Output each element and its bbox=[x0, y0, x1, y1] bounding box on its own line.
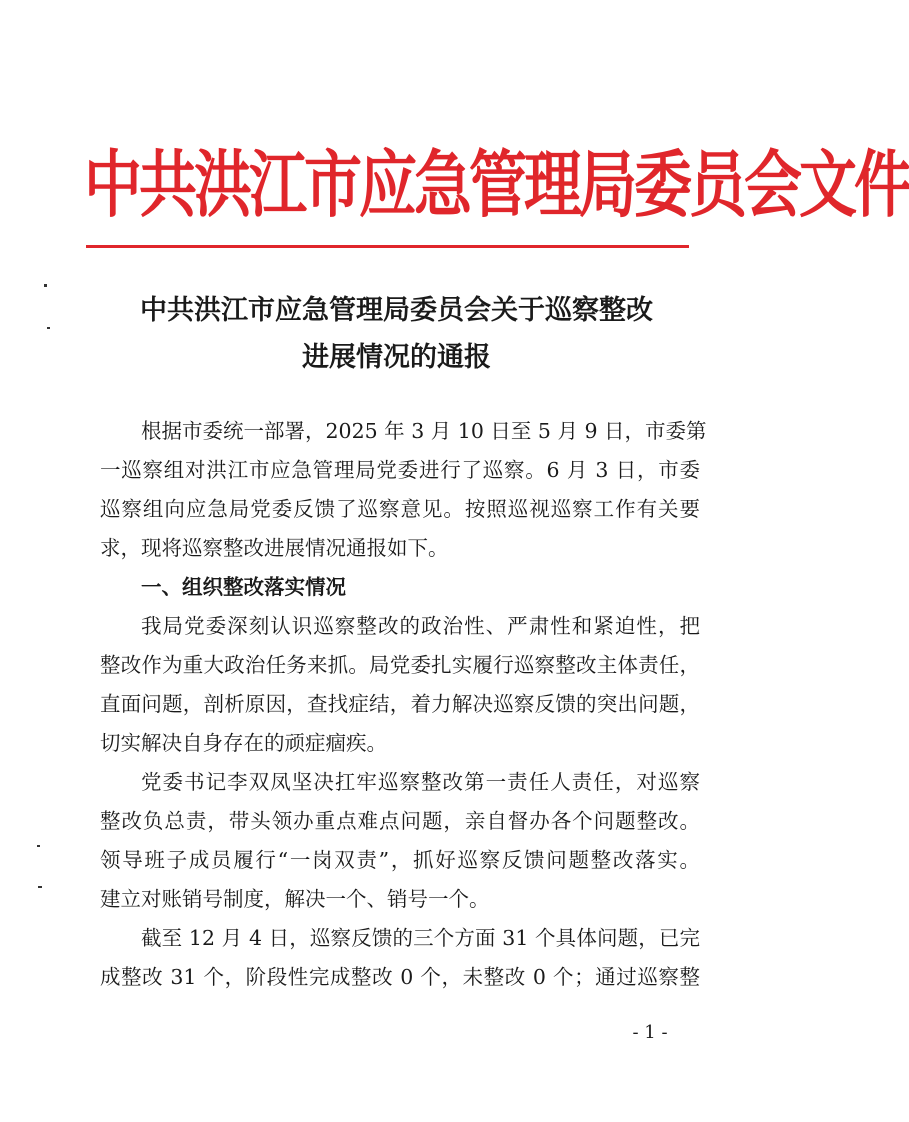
scan-speck bbox=[44, 284, 47, 287]
section-heading bbox=[100, 568, 700, 607]
text-line: 领导班子成员履行“一岗双责”，抓好巡察反馈问题整改落实。 bbox=[100, 848, 700, 872]
section1-paragraph-1 bbox=[100, 607, 700, 763]
section1-paragraph-2 bbox=[100, 763, 700, 919]
text-line: 巡察组向应急局党委反馈了巡察意见。按照巡视巡察工作有关要 bbox=[100, 497, 700, 521]
scan-speck bbox=[38, 886, 42, 888]
document-masthead: 中共洪江市应急管理局委员会文件 bbox=[84, 142, 909, 228]
intro-paragraph bbox=[100, 412, 707, 568]
text-line: 成整改 31 个，阶段性完成整改 0 个，未整改 0 个；通过巡察整 bbox=[100, 965, 700, 989]
text-line: 一巡察组对洪江市应急管理局党委进行了巡察。6 月 3 日，市委 bbox=[100, 458, 700, 482]
text-line: 整改负总责，带头领办重点难点问题，亲自督办各个问题整改。 bbox=[100, 809, 700, 833]
section1-paragraph-3 bbox=[100, 919, 700, 997]
text-line: 建立对账销号制度，解决一个、销号一个。 bbox=[100, 887, 490, 911]
text-line: 直面问题，剖析原因，查找症结，着力解决巡察反馈的突出问题， bbox=[100, 692, 700, 716]
section-heading-text: 一、组织整改落实情况 bbox=[141, 575, 346, 599]
scan-speck bbox=[37, 845, 40, 847]
page-number: - 1 - bbox=[632, 1022, 668, 1043]
document-title-line-2: 进展情况的通报 bbox=[302, 342, 491, 373]
text-line: 截至 12 月 4 日，巡察反馈的三个方面 31 个具体问题，已完 bbox=[141, 926, 700, 950]
text-line: 党委书记李双凤坚决扛牢巡察整改第一责任人责任，对巡察 bbox=[141, 770, 700, 794]
text-line: 求，现将巡察整改进展情况通报如下。 bbox=[100, 536, 449, 560]
text-line: 根据市委统一部署，2025 年 3 月 10 日至 5 月 9 日，市委第 bbox=[141, 419, 707, 443]
scan-speck bbox=[47, 327, 50, 329]
text-line: 切实解决自身存在的顽症痼疾。 bbox=[100, 731, 387, 755]
text-line: 整改作为重大政治任务来抓。局党委扎实履行巡察整改主体责任， bbox=[100, 653, 700, 677]
document-title-line-1: 中共洪江市应急管理局委员会关于巡察整改 bbox=[140, 295, 653, 326]
red-divider-rule bbox=[86, 245, 689, 248]
text-line: 我局党委深刻认识巡察整改的政治性、严肃性和紧迫性，把 bbox=[141, 614, 700, 638]
